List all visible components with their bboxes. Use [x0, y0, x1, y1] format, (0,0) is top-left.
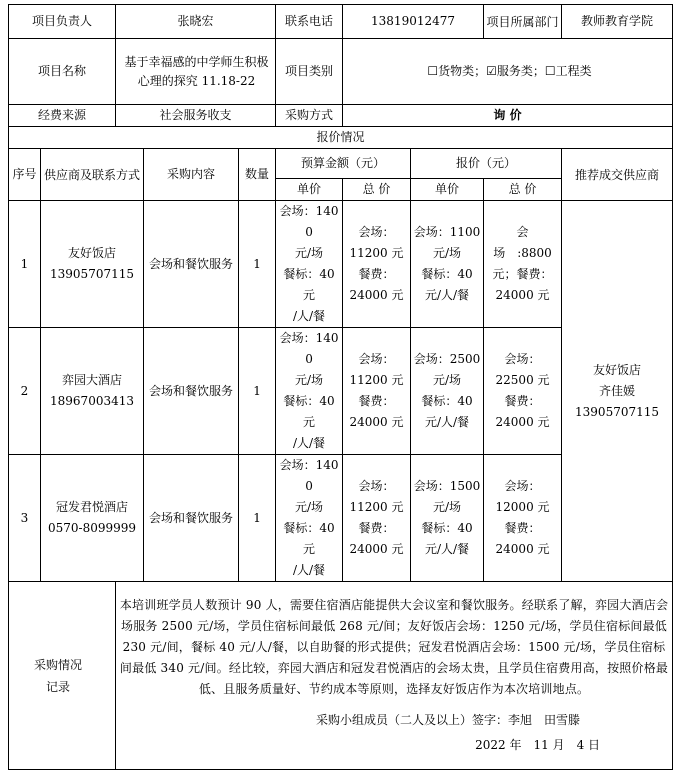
procurement-form [8, 4, 673, 770]
category-label: 项目类别 [276, 39, 343, 105]
quote-section-title: 报价情况 [9, 127, 673, 149]
row-qty: 1 [239, 455, 276, 582]
header-row-leader [9, 5, 673, 39]
row-quote-total: 会场： 12000 元 餐费： 24000 元 [484, 455, 562, 582]
row-qty: 1 [239, 328, 276, 455]
row-no: 3 [9, 455, 41, 582]
row-supplier: 友好饭店 13905707115 [41, 201, 144, 328]
row-no: 2 [9, 328, 41, 455]
fund-label: 经费来源 [9, 105, 116, 127]
col-supplier: 供应商及联系方式 [41, 149, 144, 201]
record-row [9, 582, 673, 770]
row-budget-total: 会场： 11200 元 餐费： 24000 元 [343, 201, 411, 328]
row-qty: 1 [239, 201, 276, 328]
row-quote-total: 会场： 22500 元 餐费： 24000 元 [484, 328, 562, 455]
leader-label: 项目负责人 [9, 5, 116, 39]
row-budget-unit: 会场：1400 元/场 餐标：40 元 /人/餐 [276, 201, 343, 328]
checkbox-engineering[interactable]: ☐工程类 [544, 64, 592, 78]
project-name-label: 项目名称 [9, 39, 116, 105]
col-quote: 报价（元） [411, 149, 562, 179]
col-no: 序号 [9, 149, 41, 201]
record-content [116, 582, 673, 770]
checkbox-goods[interactable]: ☐货物类； [427, 64, 487, 78]
record-signature: 采购小组成员（二人及以上）签字：李旭 田雪滕 [316, 713, 581, 727]
checkbox-checked-icon: ☑ [486, 64, 497, 78]
col-content: 采购内容 [144, 149, 239, 201]
row-quote-unit: 会场：1500 元/场 餐标：40 元/人/餐 [411, 455, 484, 582]
row-budget-total: 会场： 11200 元 餐费： 24000 元 [343, 328, 411, 455]
procurement-table [8, 4, 673, 770]
col-quote-unit: 单价 [411, 179, 484, 201]
column-header-row-1 [9, 149, 673, 179]
project-name-value: 基于幸福感的中学师生积极心理的探究 11.18-22 [116, 39, 276, 105]
row-budget-unit: 会场：1400 元/场 餐标：40 元 /人/餐 [276, 455, 343, 582]
col-qty: 数量 [239, 149, 276, 201]
record-label: 采购情况记录 [9, 582, 116, 770]
table-row [9, 201, 673, 328]
row-content: 会场和餐饮服务 [144, 455, 239, 582]
checkbox-empty-icon: ☐ [427, 64, 439, 78]
row-content: 会场和餐饮服务 [144, 328, 239, 455]
checkbox-empty-icon: ☐ [544, 64, 556, 78]
phone-value: 13819012477 [343, 5, 484, 39]
checkbox-service[interactable]: ☑服务类； [486, 64, 545, 78]
row-budget-total: 会场： 11200 元 餐费： 24000 元 [343, 455, 411, 582]
method-label: 采购方式 [276, 105, 343, 127]
row-content: 会场和餐饮服务 [144, 201, 239, 328]
row-quote-unit: 会场：2500 元/场 餐标：40 元/人/餐 [411, 328, 484, 455]
col-quote-total: 总 价 [484, 179, 562, 201]
quote-section-row [9, 127, 673, 149]
recommended-supplier: 友好饭店 齐佳媛 13905707115 [562, 201, 673, 582]
dept-label: 项目所属部门 [484, 5, 562, 39]
header-row-project [9, 39, 673, 105]
fund-value: 社会服务收支 [116, 105, 276, 127]
header-row-fund [9, 105, 673, 127]
method-value: 询 价 [343, 105, 673, 127]
row-supplier: 冠发君悦酒店 0570-8099999 [41, 455, 144, 582]
record-date: 2022 年 11 月 4 日 [475, 738, 601, 752]
col-budget: 预算金额（元） [276, 149, 411, 179]
col-recommend: 推荐成交供应商 [562, 149, 673, 201]
row-quote-unit: 会场：1100 元/场 餐标：40 元/人/餐 [411, 201, 484, 328]
col-budget-unit: 单价 [276, 179, 343, 201]
row-no: 1 [9, 201, 41, 328]
phone-label: 联系电话 [276, 5, 343, 39]
row-quote-total: 会 场 :8800 元；餐费： 24000 元 [484, 201, 562, 328]
leader-value: 张晓宏 [116, 5, 276, 39]
category-options [343, 39, 673, 105]
row-budget-unit: 会场：1400 元/场 餐标：40 元 /人/餐 [276, 328, 343, 455]
row-supplier: 弈园大酒店 18967003413 [41, 328, 144, 455]
dept-value: 教师教育学院 [562, 5, 673, 39]
record-text: 本培训班学员人数预计 90 人，需要住宿酒店能提供大会议室和餐饮服务。经联系了解，弈园大酒店会场服务 2500 元/场，学员住宿标间最低 268 元/间；友好饭店会场：1250 元/场，学员住宿标间最低 230 元/间，餐标 40 元/人/餐，以自助餐的形式提供；冠发君悦酒店会场：1500 元/场，学员住宿标间最低 340 元/间。经比较，弈园大酒店和冠发君悦酒店的会场太贵，且学员住宿费用高，按照价格最低、且服务质量好、节约成本等原则，选择友好饭店作为本次培训地点。 [119, 598, 669, 696]
col-budget-total: 总 价 [343, 179, 411, 201]
